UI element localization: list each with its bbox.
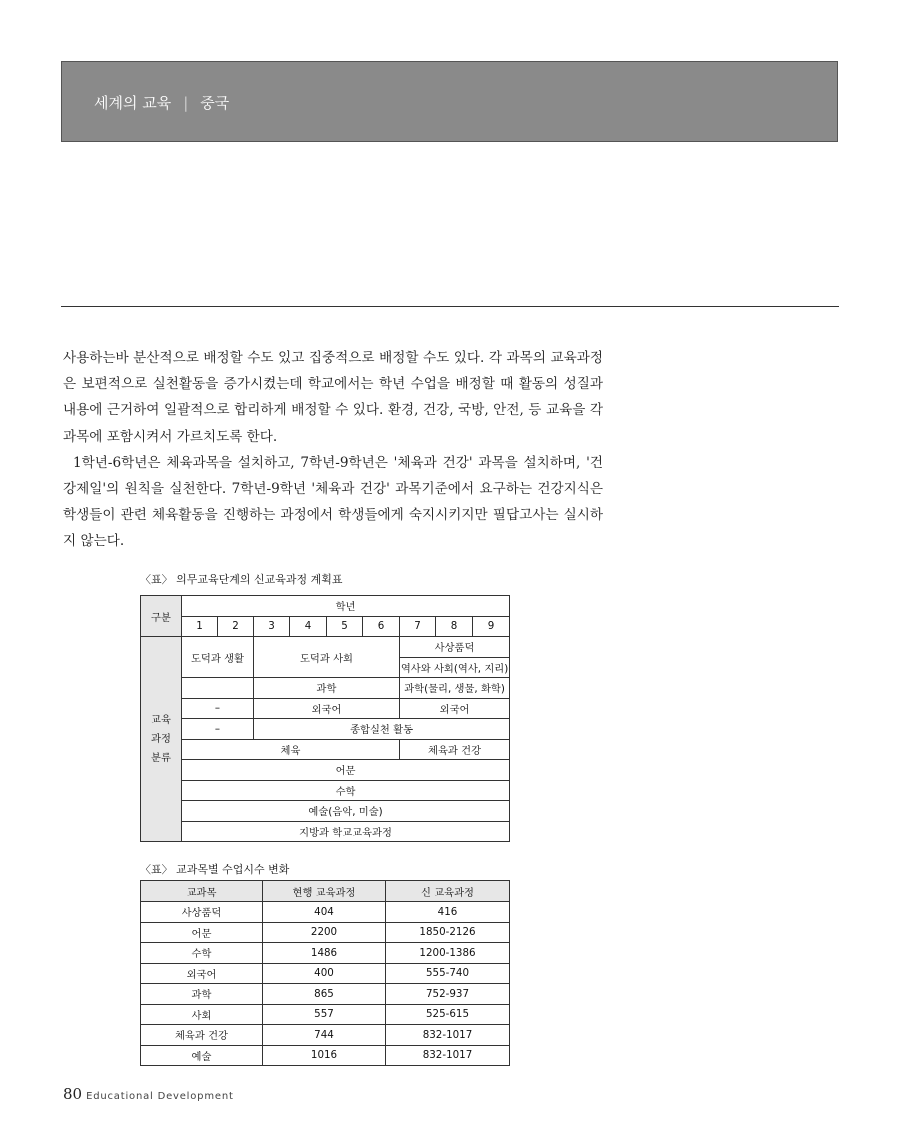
grade-cell: 4: [290, 616, 327, 637]
body-paragraph-2: 1학년-6학년은 체육과목을 설치하고, 7학년-9학년은 '체육과 건강' 과목을 설치하며, '건강제일'의 원칙을 실천한다. 7학년-9학년 '체육과 건강' 과목기준에서 요구하는 건강지식은 학생들이 관련 체육활동을 진행하는 과정에서 학생들에게 숙지시키지만 필답고사는 실시하지 않는다.: [63, 454, 603, 550]
side-label: [141, 637, 182, 842]
table-cell: 404: [263, 902, 386, 923]
table-row: [141, 1025, 510, 1046]
table-row: [141, 943, 510, 964]
publication-name: Educational Development: [86, 1091, 234, 1102]
grade-cell: 6: [363, 616, 400, 637]
grade-cell: 1: [182, 616, 218, 637]
table-cell: 416: [386, 902, 510, 923]
cell-pe: 체육: [182, 739, 400, 760]
table-cell: 555-740: [386, 963, 510, 984]
cell-integrated-practice: 종합실천 활동: [254, 719, 510, 740]
table-cell: 752-937: [386, 984, 510, 1005]
table-cell: 557: [263, 1004, 386, 1025]
cell-pe-health: 체육과 건강: [400, 739, 510, 760]
cell-moral-life: 도덕과 생활: [182, 637, 254, 678]
cell-dash: –: [182, 698, 254, 719]
header-grade: 학년: [182, 596, 510, 617]
grade-cell: 5: [327, 616, 363, 637]
table-cell: 사상품덕: [141, 902, 263, 923]
table2-caption: 〈표〉 교과목별 수업시수 변화: [140, 863, 290, 876]
table-cell: 예술: [141, 1045, 263, 1066]
body-paragraph-1: 사용하는바 분산적으로 배정할 수도 있고 집중적으로 배정할 수도 있다. 각 과목의 교육과정은 보편적으로 실천활동을 증가시켰는데 학교에서는 학년 수업을 배정할 때 활동의 성질과 내용에 근거하여 일괄적으로 합리하게 배정할 수 있다. 환경, 건강, 국방, 안전, 등 교육을 각 과목에 포함시켜서 가르치도록 한다.: [63, 350, 603, 445]
table-cell: 사회: [141, 1004, 263, 1025]
cell-dash: –: [182, 719, 254, 740]
cell-math: 수학: [182, 780, 510, 801]
header-separator: |: [183, 94, 189, 112]
grade-cell: 8: [436, 616, 473, 637]
section-header-bar: [61, 61, 838, 142]
article-body: [63, 345, 603, 555]
country-name: 중국: [200, 94, 230, 112]
cell-moral-society: 도덕과 사회: [254, 637, 400, 678]
column-header: 교과목: [141, 881, 263, 902]
curriculum-plan-table: [140, 595, 510, 842]
side-label-line: 분류: [151, 751, 171, 764]
table-row: [141, 984, 510, 1005]
class-hours-table: [140, 880, 510, 1066]
grade-cell: 7: [400, 616, 436, 637]
table-cell: 1486: [263, 943, 386, 964]
table-row: [141, 963, 510, 984]
side-label-line: 교육: [151, 713, 171, 726]
table-row: [141, 902, 510, 923]
table-cell: 과학: [141, 984, 263, 1005]
table-cell: 외국어: [141, 963, 263, 984]
table-cell: 865: [263, 984, 386, 1005]
cell-history-society: 역사와 사회(역사, 지리): [400, 657, 510, 678]
horizontal-rule: [61, 306, 839, 307]
cell-arts: 예술(음악, 미술): [182, 801, 510, 822]
table-cell: 수학: [141, 943, 263, 964]
page-footer: [63, 1084, 234, 1103]
table-cell: 어문: [141, 922, 263, 943]
table-cell: 1200-1386: [386, 943, 510, 964]
table-cell: 832-1017: [386, 1025, 510, 1046]
table-cell: 체육과 건강: [141, 1025, 263, 1046]
section-name: 세계의 교육: [94, 94, 172, 112]
table-cell: 1850-2126: [386, 922, 510, 943]
cell-ideology-morality: 사상품덕: [400, 637, 510, 658]
cell-science-split: 과학(물리, 생물, 화학): [400, 678, 510, 699]
table-cell: 525-615: [386, 1004, 510, 1025]
cell-local-curriculum: 지방과 학교교육과정: [182, 821, 510, 842]
column-header: 현행 교육과정: [263, 881, 386, 902]
table-cell: 400: [263, 963, 386, 984]
cell-foreign-language: 외국어: [254, 698, 400, 719]
table1-caption: 〈표〉 의무교육단계의 신교육과정 계획표: [140, 573, 343, 586]
table-cell: 744: [263, 1025, 386, 1046]
table-row: [141, 1045, 510, 1066]
section-header-title: [94, 92, 229, 113]
cell-foreign-language-upper: 외국어: [400, 698, 510, 719]
table-cell: 2200: [263, 922, 386, 943]
table-row: [141, 922, 510, 943]
grade-cell: 3: [254, 616, 290, 637]
header-category: 구분: [141, 596, 182, 637]
cell-language: 어문: [182, 760, 510, 781]
table-cell: 1016: [263, 1045, 386, 1066]
page-number: 80: [63, 1085, 83, 1103]
cell-empty: [182, 678, 254, 699]
table-row: [141, 1004, 510, 1025]
grade-cell: 9: [473, 616, 510, 637]
table-cell: 832-1017: [386, 1045, 510, 1066]
cell-science: 과학: [254, 678, 400, 699]
column-header: 신 교육과정: [386, 881, 510, 902]
grade-cell: 2: [218, 616, 254, 637]
side-label-line: 과정: [151, 732, 171, 745]
